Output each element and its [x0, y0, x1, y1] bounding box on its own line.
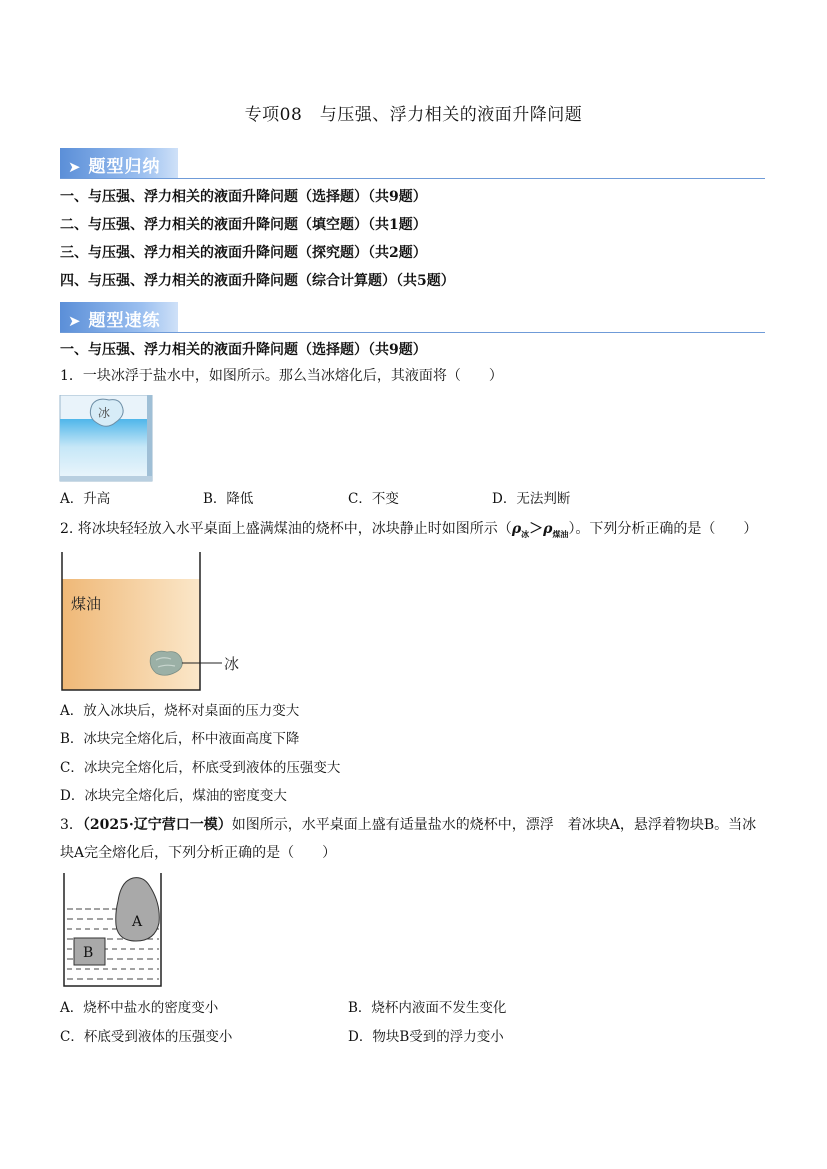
- q2-option-b: B．冰块完全熔化后，杯中液面高度下降: [60, 731, 300, 747]
- rho-sub-kerosene: 煤油: [552, 528, 569, 539]
- section-banner-practice: [60, 302, 765, 336]
- banner-tag: [60, 148, 178, 178]
- q1-option-c: C．不变: [348, 491, 399, 507]
- section1-heading: 一、与压强、浮力相关的液面升降问题（选择题）（共9题）: [60, 342, 427, 358]
- label-b: B: [83, 945, 94, 961]
- label-a: A: [132, 914, 143, 930]
- summary-item-3: 三、与压强、浮力相关的液面升降问题（探究题）（共2题）: [60, 245, 427, 261]
- q3-stem-line1: [60, 815, 756, 835]
- ice-label: 冰: [98, 406, 111, 420]
- summary-item-2: 二、与压强、浮力相关的液面升降问题（填空题）（共1题）: [60, 217, 427, 233]
- rho-symbol: ρ: [511, 521, 522, 537]
- q3-option-d: D．物块B受到的浮力变小: [348, 1029, 504, 1045]
- q3-stem-part1: 如图所示，水平桌面上盛有适量盐水的烧杯中，漂浮 着冰块A，悬浮着物块B。当冰: [231, 817, 757, 833]
- banner-rule: [60, 178, 765, 179]
- q3-source: （2025·辽宁营口一模）: [82, 817, 232, 833]
- q2-stem-part2: ）。下列分析正确的是（ ）: [568, 521, 758, 537]
- q1-option-b: B．降低: [203, 491, 254, 507]
- q3-stem-line2: 块A完全熔化后，下列分析正确的是（ ）: [60, 845, 337, 861]
- arrow-icon: ➤: [68, 312, 82, 330]
- summary-item-1: 一、与压强、浮力相关的液面升降问题（选择题）（共9题）: [60, 189, 427, 205]
- q3-option-b: B．烧杯内液面不发生变化: [348, 1000, 507, 1016]
- q3-number: 3．: [60, 817, 83, 833]
- q3-figure: [61, 873, 165, 989]
- arrow-icon: ➤: [68, 158, 82, 176]
- section-banner-summary: [60, 148, 765, 182]
- banner-label: [68, 306, 161, 331]
- q3-option-c: C．杯底受到液体的压强变小: [60, 1029, 233, 1045]
- summary-item-4: 四、与压强、浮力相关的液面升降问题（综合计算题）（共5题）: [60, 273, 455, 289]
- rho-sub-ice: 冰: [521, 528, 530, 539]
- q3-option-a: A．烧杯中盐水的密度变小: [60, 1000, 219, 1016]
- q1-option-d: D．无法判断: [492, 491, 571, 507]
- q1-option-a: A．升高: [60, 491, 111, 507]
- q2-stem: [60, 519, 757, 544]
- kerosene-label: 煤油: [71, 595, 102, 613]
- q2-option-a: A．放入冰块后，烧杯对桌面的压力变大: [60, 703, 300, 719]
- banner-text: 题型归纳: [88, 157, 161, 177]
- q2-stem-part1: 2. 将冰块轻轻放入水平桌面上盛满煤油的烧杯中，冰块静止时如图所示（: [60, 521, 512, 537]
- q1-figure: [59, 395, 154, 482]
- q2-figure: [59, 552, 249, 692]
- q2-option-d: D．冰块完全熔化后，煤油的密度变大: [60, 788, 287, 804]
- greater-than: ＞: [529, 521, 544, 537]
- banner-text: 题型速练: [88, 311, 161, 331]
- q1-stem: 1．一块冰浮于盐水中，如图所示。那么当冰熔化后，其液面将（ ）: [60, 368, 503, 384]
- ice-label: 冰: [224, 655, 240, 673]
- banner-label: [68, 152, 161, 177]
- saltwater: [60, 419, 152, 481]
- ice-block-a: [116, 878, 160, 941]
- q2-option-c: C．冰块完全熔化后，杯底受到液体的压强变大: [60, 760, 341, 776]
- banner-rule: [60, 332, 765, 333]
- rho-symbol: ρ: [543, 521, 553, 537]
- banner-tag: [60, 302, 178, 332]
- page-title: 专项08 与压强、浮力相关的液面升降问题: [244, 105, 583, 125]
